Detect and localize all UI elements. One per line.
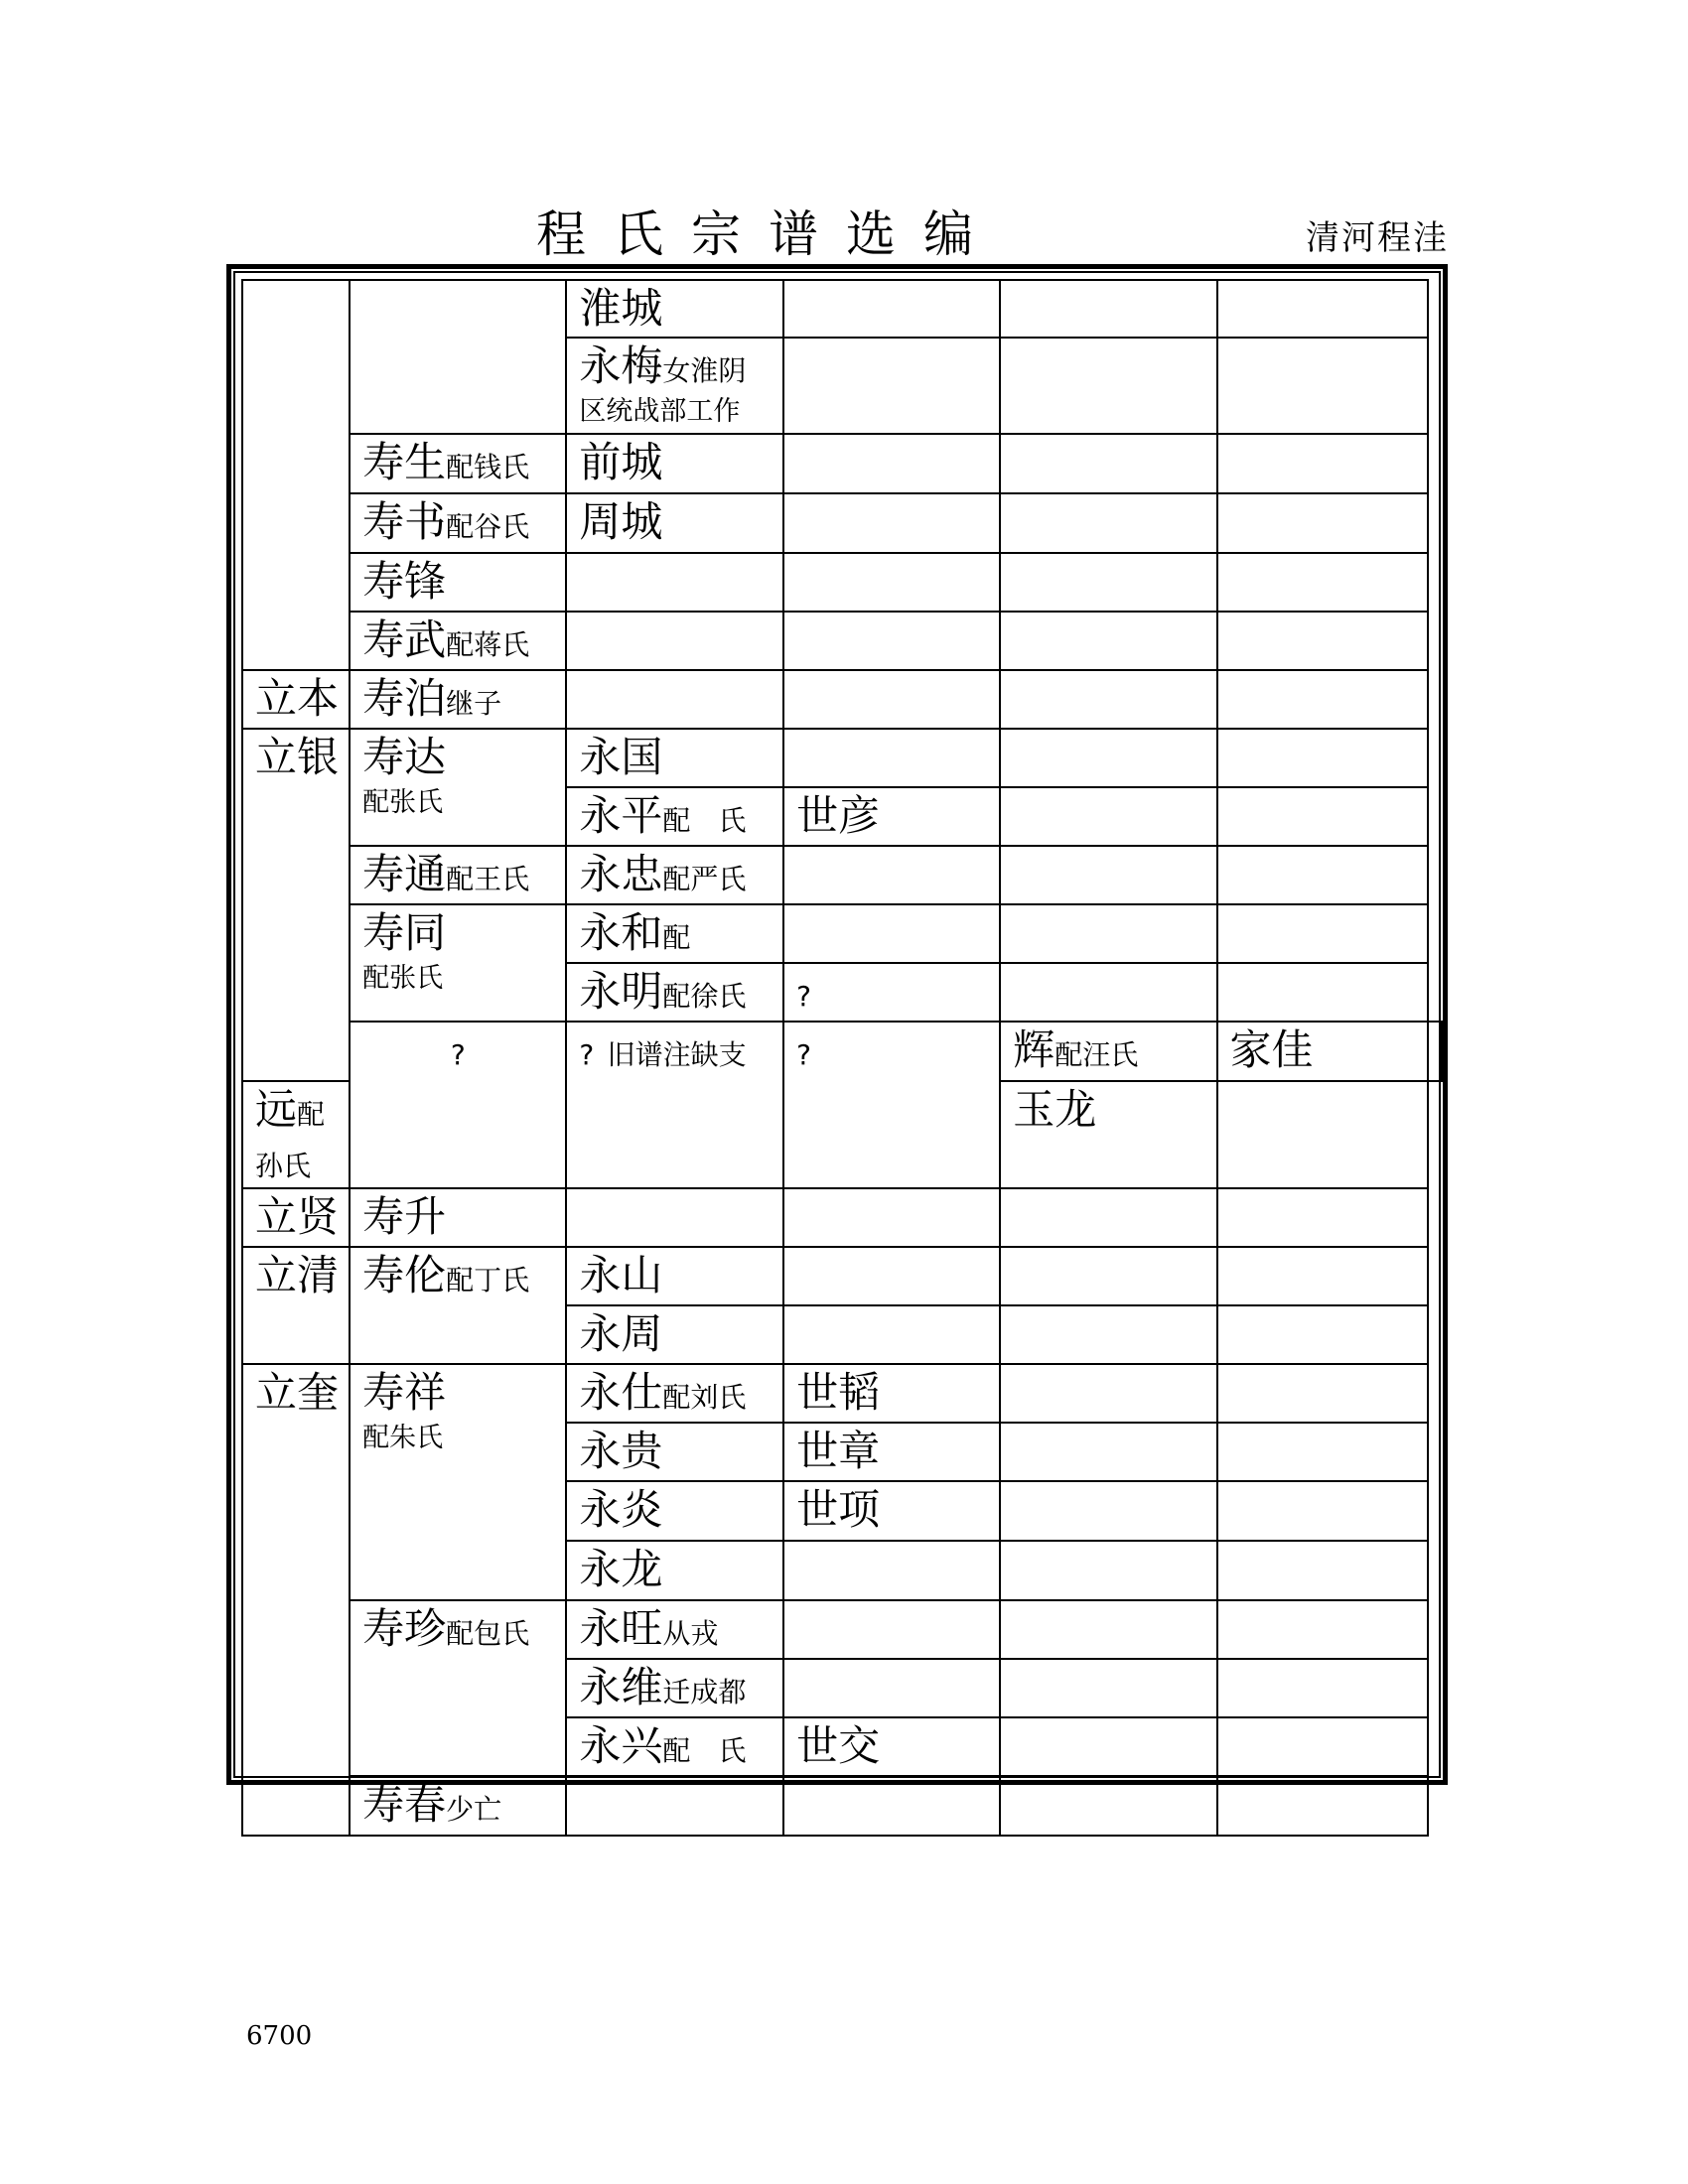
- person-note: 配刘氏: [662, 1381, 747, 1414]
- table-cell: [566, 1022, 783, 1188]
- table-cell: [1000, 846, 1216, 904]
- person-name: 永贵: [579, 1427, 663, 1475]
- person-name: 寿书: [362, 497, 447, 546]
- person-name: 世项: [796, 1485, 881, 1534]
- table-cell: [566, 1717, 783, 1776]
- table-cell: [242, 1247, 350, 1364]
- table-cell: [1217, 280, 1429, 338]
- person-name: 寿祥: [362, 1368, 447, 1417]
- table-row: [242, 1364, 1442, 1423]
- table-cell: [566, 963, 783, 1022]
- table-cell: [350, 1600, 566, 1776]
- person-name: ?: [450, 1038, 466, 1071]
- person-name: ?: [579, 1038, 595, 1071]
- table-row: [242, 434, 1442, 493]
- table-cell: [1217, 1600, 1429, 1659]
- person-name: ?: [796, 1038, 811, 1071]
- person-name: 周城: [579, 497, 663, 546]
- table-cell: [1217, 1364, 1429, 1423]
- genealogy-table-frame: [226, 264, 1448, 1829]
- person-name: 世交: [796, 1721, 881, 1770]
- person-note: 配严氏: [662, 863, 747, 895]
- person-name: 寿伦: [362, 1251, 447, 1299]
- person-note: 配张氏: [362, 963, 444, 994]
- table-cell: [1000, 1305, 1216, 1364]
- table-cell: [783, 846, 1000, 904]
- table-cell: [783, 338, 1000, 434]
- table-cell: [1000, 963, 1216, 1022]
- table-cell: [566, 1776, 783, 1836]
- table-cell: [242, 729, 350, 1081]
- table-cell: [242, 1081, 350, 1188]
- table-cell: [566, 434, 783, 493]
- person-name: 立本: [255, 674, 340, 723]
- table-row: [242, 729, 1442, 787]
- person-note: 从戎: [662, 1617, 719, 1650]
- person-name: 立贤: [255, 1192, 340, 1241]
- table-cell: [566, 1659, 783, 1717]
- person-note: 配朱氏: [362, 1423, 444, 1453]
- person-name: 辉: [1013, 1025, 1055, 1074]
- person-note: 配丁氏: [446, 1264, 530, 1297]
- person-name: 寿锋: [362, 557, 447, 606]
- table-cell: [783, 1305, 1000, 1364]
- person-name: 世韬: [796, 1368, 881, 1417]
- person-name: 寿达: [362, 733, 447, 781]
- table-cell: [350, 1776, 566, 1836]
- person-name: 世章: [796, 1427, 881, 1475]
- table-cell: [350, 729, 566, 846]
- table-cell: [1000, 553, 1216, 612]
- person-name: 寿同: [362, 908, 447, 957]
- table-cell: [566, 1423, 783, 1481]
- person-note: 配徐氏: [662, 980, 747, 1013]
- table-cell: [1217, 553, 1429, 612]
- table-cell: [566, 904, 783, 963]
- table-cell: [783, 1717, 1000, 1776]
- table-cell: [783, 493, 1000, 553]
- person-note: 继子: [446, 687, 502, 720]
- person-note: 配: [662, 921, 691, 954]
- table-cell: [1000, 1188, 1216, 1247]
- table-cell: [1000, 787, 1216, 846]
- table-cell: [1217, 1776, 1429, 1836]
- person-note: 配钱氏: [446, 451, 530, 483]
- table-cell: [566, 846, 783, 904]
- person-note: 配王氏: [446, 863, 530, 895]
- table-row: [242, 1022, 1442, 1081]
- table-cell: [1000, 434, 1216, 493]
- person-name: 永山: [579, 1251, 663, 1299]
- table-cell: [1000, 1481, 1216, 1541]
- table-cell: [566, 493, 783, 553]
- table-cell: [783, 1247, 1000, 1305]
- table-cell: [350, 1022, 566, 1188]
- table-row: [242, 280, 1442, 338]
- person-name: ?: [796, 980, 811, 1013]
- table-cell: [783, 1188, 1000, 1247]
- table-cell: [783, 1776, 1000, 1836]
- table-cell: [350, 434, 566, 493]
- table-cell: [1217, 1423, 1429, 1481]
- table-cell: [1217, 1081, 1429, 1188]
- table-cell: [566, 553, 783, 612]
- table-cell: [1000, 729, 1216, 787]
- table-cell: [1000, 1600, 1216, 1659]
- table-cell: [350, 904, 566, 1022]
- table-cell: [1000, 338, 1216, 434]
- person-name: 寿生: [362, 438, 447, 486]
- person-note: 配包氏: [446, 1617, 530, 1650]
- table-cell: [350, 1364, 566, 1600]
- person-name: 立奎: [255, 1368, 340, 1417]
- person-name: 立银: [255, 733, 340, 781]
- person-note: 迁成都: [662, 1676, 747, 1708]
- person-note: 配谷氏: [446, 510, 530, 543]
- person-name: 寿泊: [362, 674, 447, 723]
- table-row: [242, 1776, 1442, 1836]
- table-cell: [350, 280, 566, 434]
- table-cell: [566, 1305, 783, 1364]
- table-cell: [1217, 612, 1429, 670]
- person-note: 区统战部工作: [579, 396, 741, 427]
- table-cell: [350, 612, 566, 670]
- table-cell: [783, 963, 1000, 1022]
- table-cell: [566, 1541, 783, 1600]
- person-name: 立清: [255, 1251, 340, 1299]
- table-cell: [1217, 1305, 1429, 1364]
- table-cell: [1217, 1188, 1429, 1247]
- table-cell: [1000, 1364, 1216, 1423]
- table-cell: [783, 729, 1000, 787]
- person-note: 少亡: [446, 1793, 502, 1826]
- person-name: 寿升: [362, 1192, 447, 1241]
- person-name: 玉龙: [1013, 1085, 1097, 1134]
- table-cell: [350, 493, 566, 553]
- table-cell: [566, 612, 783, 670]
- table-cell: [566, 1364, 783, 1423]
- person-name: 寿通: [362, 850, 447, 898]
- person-name: 永梅: [579, 341, 663, 390]
- table-row: [242, 846, 1442, 904]
- table-row: [242, 904, 1442, 963]
- person-name: 永龙: [579, 1545, 663, 1593]
- table-cell: [350, 1247, 566, 1364]
- table-cell: [783, 1659, 1000, 1717]
- table-cell: [1217, 963, 1429, 1022]
- table-cell: [1000, 280, 1216, 338]
- person-name: 永平: [579, 791, 663, 840]
- table-cell: [1000, 1022, 1216, 1081]
- person-name: 永仕: [579, 1368, 663, 1417]
- person-name: 永和: [579, 908, 663, 957]
- table-cell: [566, 729, 783, 787]
- table-cell: [783, 434, 1000, 493]
- table-row: [242, 1600, 1442, 1659]
- table-cell: [1217, 846, 1429, 904]
- table-cell: [350, 553, 566, 612]
- person-note: 配汪氏: [1055, 1038, 1139, 1071]
- person-name: 永炎: [579, 1485, 663, 1534]
- table-cell: [783, 1600, 1000, 1659]
- table-cell: [783, 280, 1000, 338]
- table-row: [242, 493, 1442, 553]
- page-number: 6700: [246, 2021, 313, 2051]
- person-name: 永旺: [579, 1604, 663, 1653]
- person-name: 永忠: [579, 850, 663, 898]
- person-note: 旧谱注缺支: [607, 1038, 747, 1071]
- table-cell: [566, 338, 783, 434]
- table-row: [242, 1188, 1442, 1247]
- table-cell: [1000, 1247, 1216, 1305]
- table-cell: [1000, 1081, 1216, 1188]
- table-cell: [1217, 1481, 1429, 1541]
- table-cell: [1000, 493, 1216, 553]
- table-cell: [783, 1541, 1000, 1600]
- table-cell: [1428, 1022, 1442, 1081]
- person-note: 配张氏: [362, 787, 444, 818]
- table-cell: [566, 1481, 783, 1541]
- table-cell: [1000, 1776, 1216, 1836]
- table-cell: [1217, 1717, 1429, 1776]
- page-subtitle: 清河程洼: [1306, 218, 1449, 258]
- person-name: 世彦: [796, 791, 881, 840]
- table-cell: [566, 280, 783, 338]
- table-cell: [1000, 1423, 1216, 1481]
- table-cell: [1217, 670, 1429, 729]
- person-note: 女淮阴: [662, 354, 747, 387]
- person-name: 永国: [579, 733, 663, 781]
- person-name: 家佳: [1229, 1025, 1314, 1074]
- table-cell: [783, 787, 1000, 846]
- table-cell: [350, 1188, 566, 1247]
- table-row: [242, 670, 1442, 729]
- person-note: 配孙氏: [255, 1098, 326, 1182]
- table-cell: [566, 787, 783, 846]
- table-cell: [242, 1188, 350, 1247]
- table-cell: [783, 1364, 1000, 1423]
- table-cell: [242, 670, 350, 729]
- table-cell: [1217, 1247, 1429, 1305]
- table-cell: [566, 1247, 783, 1305]
- table-cell: [1217, 729, 1429, 787]
- person-note: 配蒋氏: [446, 628, 530, 661]
- table-cell: [783, 670, 1000, 729]
- table-cell: [350, 846, 566, 904]
- person-name: 寿春: [362, 1780, 447, 1829]
- table-cell: [1000, 612, 1216, 670]
- table-cell: [1217, 904, 1429, 963]
- table-cell: [1000, 1717, 1216, 1776]
- page-title: 程氏宗谱选编: [536, 205, 1001, 263]
- table-cell: [1000, 904, 1216, 963]
- person-name: 远: [255, 1085, 298, 1134]
- person-name: 永周: [579, 1309, 663, 1358]
- table-cell: [1217, 434, 1429, 493]
- person-name: 永明: [579, 967, 663, 1016]
- person-note: 配 氏: [662, 804, 747, 837]
- table-cell: [783, 612, 1000, 670]
- person-name: 前城: [579, 438, 663, 486]
- person-name: 寿珍: [362, 1604, 447, 1653]
- table-cell: [350, 670, 566, 729]
- table-cell: [1000, 1659, 1216, 1717]
- table-cell: [783, 1022, 1000, 1188]
- person-name: 淮城: [579, 284, 663, 333]
- table-cell: [783, 1481, 1000, 1541]
- table-cell: [1217, 338, 1429, 434]
- table-cell: [1000, 670, 1216, 729]
- table-row: [242, 612, 1442, 670]
- table-cell: [783, 1423, 1000, 1481]
- table-cell: [242, 1364, 350, 1836]
- table-cell: [1217, 787, 1429, 846]
- table-cell: [1217, 1022, 1429, 1081]
- person-name: 永兴: [579, 1721, 663, 1770]
- table-cell: [566, 1600, 783, 1659]
- table-cell: [566, 670, 783, 729]
- table-cell: [783, 904, 1000, 963]
- table-cell: [1217, 1541, 1429, 1600]
- table-cell: [242, 280, 350, 670]
- genealogy-table: [241, 279, 1443, 1837]
- table-cell: [1000, 1541, 1216, 1600]
- table-cell: [1217, 493, 1429, 553]
- person-note: 配 氏: [662, 1734, 747, 1767]
- table-row: [242, 553, 1442, 612]
- person-name: 永维: [579, 1663, 663, 1711]
- table-cell: [783, 553, 1000, 612]
- table-cell: [1217, 1659, 1429, 1717]
- table-row: [242, 1247, 1442, 1305]
- table-cell: [566, 1188, 783, 1247]
- person-name: 寿武: [362, 615, 447, 664]
